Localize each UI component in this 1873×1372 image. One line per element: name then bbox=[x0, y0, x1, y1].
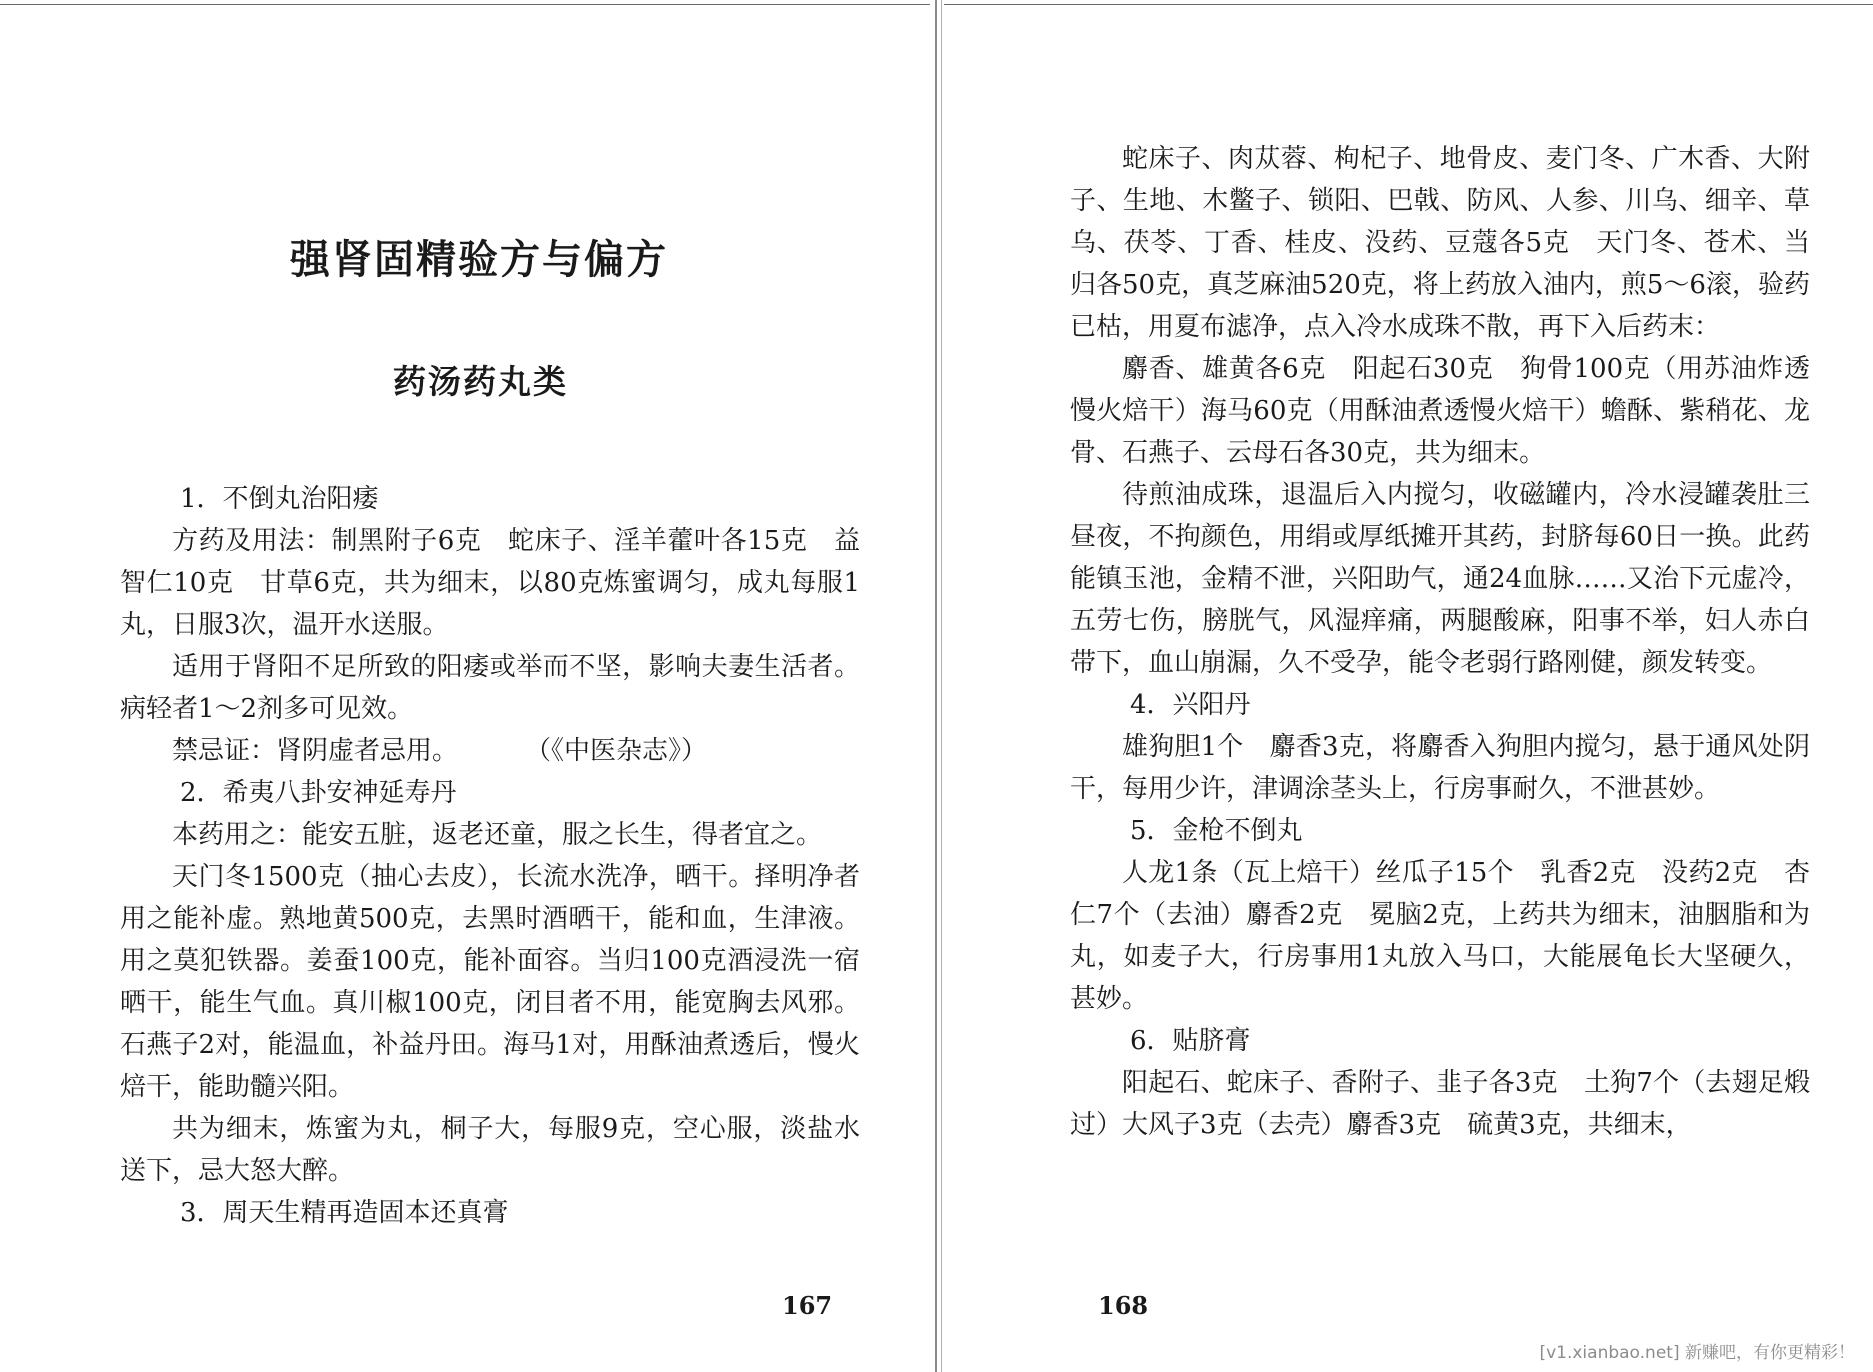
paragraph-text: 天门冬1500克（抽心去皮），长流水洗净，晒干。择明净者用之能补虚。熟地黄500克，去黑时酒晒干，能和血，生津液。用之莫犯铁器。姜蚕100克，能补面容。当归100克酒浸洗一宿晒干，能生气血。真川椒100克，闭目者不用，能宽胸去风邪。石燕子2对，能温血，补益丹田。海马1对，用酥油煮透后，慢火焙干，能助髓兴阳。 bbox=[120, 862, 860, 1102]
paragraph bbox=[120, 814, 860, 856]
page-number-right: 168 bbox=[1098, 1291, 1149, 1320]
section-title: 药汤药丸类 bbox=[393, 362, 568, 401]
item-heading bbox=[1070, 1020, 1810, 1062]
paragraph-text: 本药用之：能安五脏，返老还童，服之长生，得者宜之。 bbox=[172, 820, 823, 850]
paragraph-text: 蛇床子、肉苁蓉、枸杞子、地骨皮、麦门冬、广木香、大附子、生地、木鳖子、锁阳、巴戟、防风、人参、川乌、细辛、草乌、茯苓、丁香、桂皮、没药、豆蔻各5克 天门冬、苍术、当归各50克，真芝麻油520克，将上药放入油内，煎5～6滚，验药已枯，用夏布滤净，点入冷水成珠不散，再下入后药末： bbox=[1070, 144, 1810, 342]
paragraph-text: 5．金枪不倒丸 bbox=[1130, 816, 1303, 846]
paragraph bbox=[120, 730, 860, 772]
gutter-line bbox=[935, 0, 937, 1372]
item-heading bbox=[120, 1192, 860, 1234]
right-page bbox=[940, 0, 1873, 1372]
paragraph bbox=[1070, 474, 1810, 684]
paragraph-text: 待煎油成珠，退温后入内搅匀，收磁罐内，冷水浸罐袭肚三昼夜，不拘颜色，用绢或厚纸摊开其药，封脐每60日一换。此药能镇玉池，金精不泄，兴阳助气，通24血脉……又治下元虚冷，五劳七伤，膀胱气，风湿痒痛，两腿酸麻，阳事不举，妇人赤白带下，血山崩漏，久不受孕，能令老弱行路刚健，颜发转变。 bbox=[1070, 480, 1810, 678]
paragraph bbox=[1070, 1062, 1810, 1146]
citation: （《中医杂志》） bbox=[538, 736, 708, 766]
paragraph-text: 方药及用法：制黑附子6克 蛇床子、淫羊藿叶各15克 益智仁10克 甘草6克，共为细末，以80克炼蜜调匀，成丸每服1丸，日服3次，温开水送服。 bbox=[120, 526, 860, 640]
item-heading bbox=[1070, 684, 1810, 726]
paragraph bbox=[120, 520, 860, 646]
paragraph bbox=[1070, 138, 1810, 348]
paragraph bbox=[1070, 348, 1810, 474]
paragraph bbox=[120, 856, 860, 1108]
paragraph-text: 4．兴阳丹 bbox=[1130, 690, 1251, 720]
paragraph-text: 人龙1条（瓦上焙干）丝瓜子15个 乳香2克 没药2克 杏仁7个（去油）麝香2克 冕脑2克，上药共为细末，油胭脂和为丸，如麦子大，行房事用1丸放入马口，大能展龟长大坚硬久，甚妙。 bbox=[1070, 858, 1810, 1014]
left-page bbox=[0, 0, 935, 1372]
right-page-body bbox=[1070, 138, 1810, 1146]
paragraph-text: 2．希夷八卦安神延寿丹 bbox=[180, 778, 457, 808]
left-page-body bbox=[120, 478, 860, 1234]
paragraph bbox=[1070, 852, 1810, 1020]
paragraph-text: 6．贴脐膏 bbox=[1130, 1026, 1251, 1056]
paragraph-text: 阳起石、蛇床子、香附子、韭子各3克 土狗7个（去翅足煅过）大风子3克（去壳）麝香3克 硫黄3克，共细末， bbox=[1070, 1068, 1810, 1140]
item-heading bbox=[120, 478, 860, 520]
watermark-text: [v1.xianbao.net] 新赚吧，有你更精彩！ bbox=[1539, 1343, 1855, 1363]
paragraph-text: 禁忌证：肾阴虚者忌用。 bbox=[172, 736, 459, 766]
item-heading bbox=[120, 772, 860, 814]
paragraph-text: 共为细末，炼蜜为丸，桐子大，每服9克，空心服，淡盐水送下，忌大怒大醉。 bbox=[120, 1114, 860, 1186]
paragraph-text: 3．周天生精再造固本还真膏 bbox=[180, 1198, 509, 1228]
page-title: 强肾固精验方与偏方 bbox=[290, 236, 668, 283]
paragraph-text: 麝香、雄黄各6克 阳起石30克 狗骨100克（用苏油炸透慢火焙干）海马60克（用酥油煮透慢火焙干）蟾酥、紫稍花、龙骨、石燕子、云母石各30克，共为细末。 bbox=[1070, 354, 1810, 468]
item-heading bbox=[1070, 810, 1810, 852]
paragraph-text: 雄狗胆1个 麝香3克，将麝香入狗胆内搅匀，悬于通风处阴干，每用少许，津调涂茎头上，行房事耐久，不泄甚妙。 bbox=[1070, 732, 1810, 804]
paragraph-text: 1．不倒丸治阳痿 bbox=[180, 484, 379, 514]
paragraph-text: 适用于肾阳不足所致的阳痿或举而不坚，影响夫妻生活者。病轻者1～2剂多可见效。 bbox=[120, 652, 860, 724]
paragraph bbox=[120, 646, 860, 730]
paragraph bbox=[120, 1108, 860, 1192]
page-number-left: 167 bbox=[782, 1291, 833, 1320]
paragraph bbox=[1070, 726, 1810, 810]
